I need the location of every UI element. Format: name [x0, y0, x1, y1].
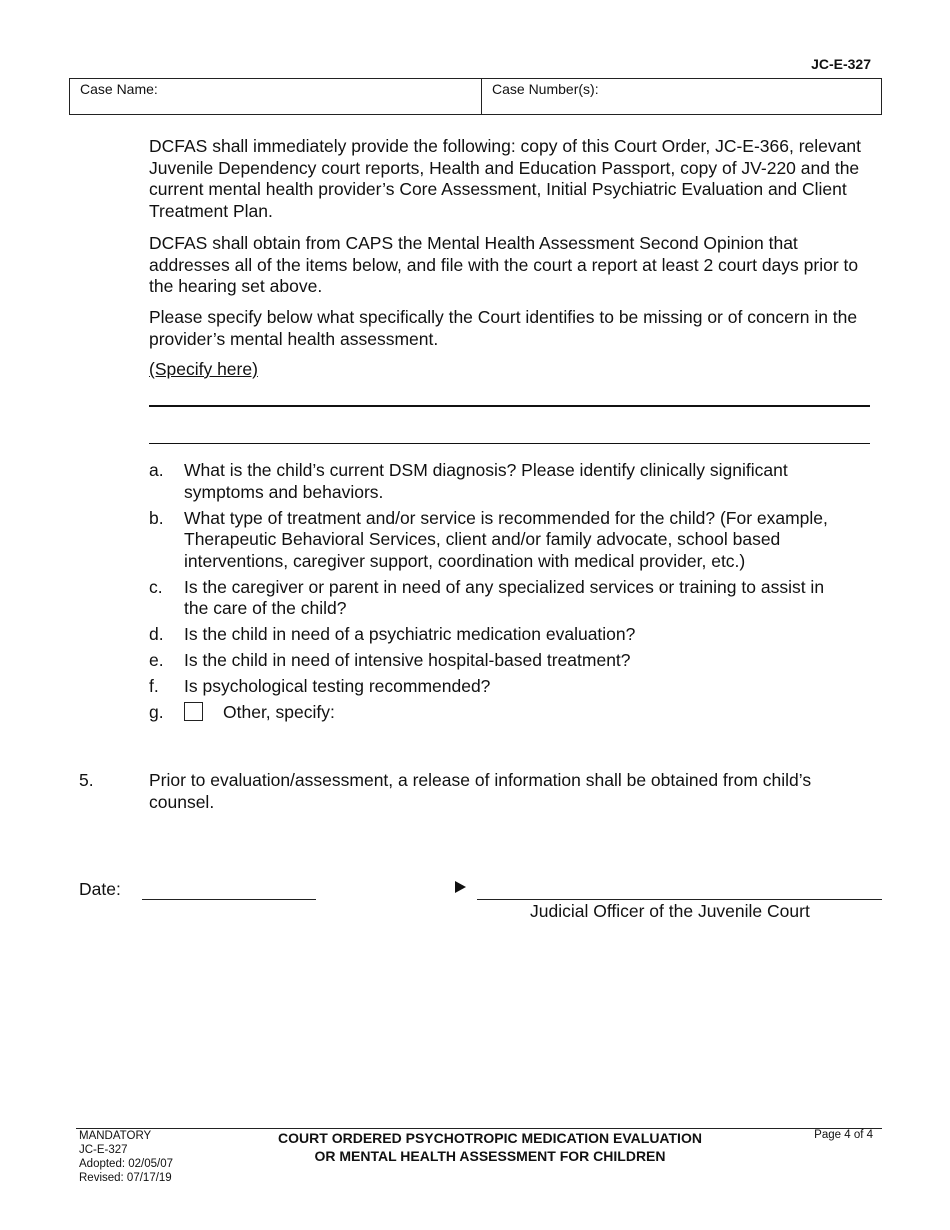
- specify-line-2[interactable]: [149, 443, 870, 444]
- paragraph-second-opinion: DCFAS shall obtain from CAPS the Mental Health Assessment Second Opinion that addresses all of the items below, and file with the court a report at least 2 court days prior to the hearing set above.: [149, 233, 859, 296]
- item-letter: d.: [149, 624, 164, 644]
- case-name-field[interactable]: [70, 79, 482, 114]
- item-letter: c.: [149, 576, 163, 597]
- item-text: Is the child in need of intensive hospital-based treatment?: [184, 650, 631, 670]
- item-letter: g.: [149, 702, 164, 722]
- footer-title: [230, 1129, 750, 1165]
- footer-adopted: Adopted: 02/05/07: [79, 1158, 173, 1170]
- paragraph-provide-documents: DCFAS shall immediately provide the following: copy of this Court Order, JC-E-366, relevant Juvenile Dependency court reports, Health and Education Passport, copy of JV-220 and the current mental health provider’s Core Assessment, Initial Psychiatric Evaluation and Client Treatment Plan.: [149, 136, 861, 221]
- case-name-label: Case Name:: [80, 81, 158, 97]
- other-item: [184, 702, 849, 724]
- page-number: Page 4 of 4: [814, 1129, 873, 1141]
- list-item: [149, 460, 849, 503]
- list-item: [149, 650, 849, 672]
- case-number-label: Case Number(s):: [492, 81, 599, 97]
- judicial-officer-label: Judicial Officer of the Juvenile Court: [530, 901, 810, 921]
- footer-form-id: JC-E-327: [79, 1144, 128, 1156]
- item-letter: e.: [149, 650, 164, 670]
- item-letter: a.: [149, 460, 164, 480]
- footer-title-line-1: COURT ORDERED PSYCHOTROPIC MEDICATION EVALUATION: [278, 1130, 702, 1146]
- other-checkbox[interactable]: [184, 702, 203, 721]
- footer-title-line-2: OR MENTAL HEALTH ASSESSMENT FOR CHILDREN: [314, 1148, 666, 1164]
- item-text: What type of treatment and/or service is recommended for the child? (For example, Therapeutic Behavioral Services, client and/or family advocate, school based interventions, caregiver support, coordination with medical provider, etc.): [184, 507, 828, 571]
- item-letter: f.: [149, 676, 159, 696]
- date-field[interactable]: [142, 899, 316, 900]
- specify-line-1[interactable]: [149, 405, 870, 407]
- list-item: [149, 702, 849, 724]
- item-text: Is psychological testing recommended?: [184, 676, 491, 696]
- signature-arrow-icon: [455, 881, 466, 893]
- other-specify-label: Other, specify:: [223, 702, 335, 722]
- footer-revised: Revised: 07/17/19: [79, 1172, 172, 1184]
- specify-here-label: (Specify here): [149, 359, 258, 379]
- list-item: [149, 624, 849, 646]
- case-info-box: [69, 78, 882, 115]
- item-letter: b.: [149, 507, 164, 528]
- list-item: [149, 676, 849, 698]
- list-item: [149, 577, 849, 620]
- assessment-question-list: [149, 460, 849, 728]
- footer-form-info: [79, 1129, 173, 1185]
- list-item: [149, 508, 849, 573]
- item-5-number: 5.: [79, 770, 94, 790]
- case-number-field[interactable]: [482, 79, 881, 114]
- item-text: Is the child in need of a psychiatric medication evaluation?: [184, 624, 636, 644]
- date-label: Date:: [79, 879, 121, 899]
- paragraph-specify-concern: Please specify below what specifically the Court identifies to be missing or of concern in the provider’s mental health assessment.: [149, 307, 858, 349]
- form-id: JC-E-327: [811, 56, 871, 72]
- item-5-text: Prior to evaluation/assessment, a release of information shall be obtained from child’s counsel.: [149, 770, 812, 812]
- item-text: Is the caregiver or parent in need of any specialized services or training to assist in the care of the child?: [184, 576, 825, 618]
- signature-field[interactable]: [477, 899, 882, 900]
- footer-mandatory: MANDATORY: [79, 1130, 152, 1142]
- item-text: What is the child’s current DSM diagnosis? Please identify clinically significant symptoms and behaviors.: [184, 460, 788, 502]
